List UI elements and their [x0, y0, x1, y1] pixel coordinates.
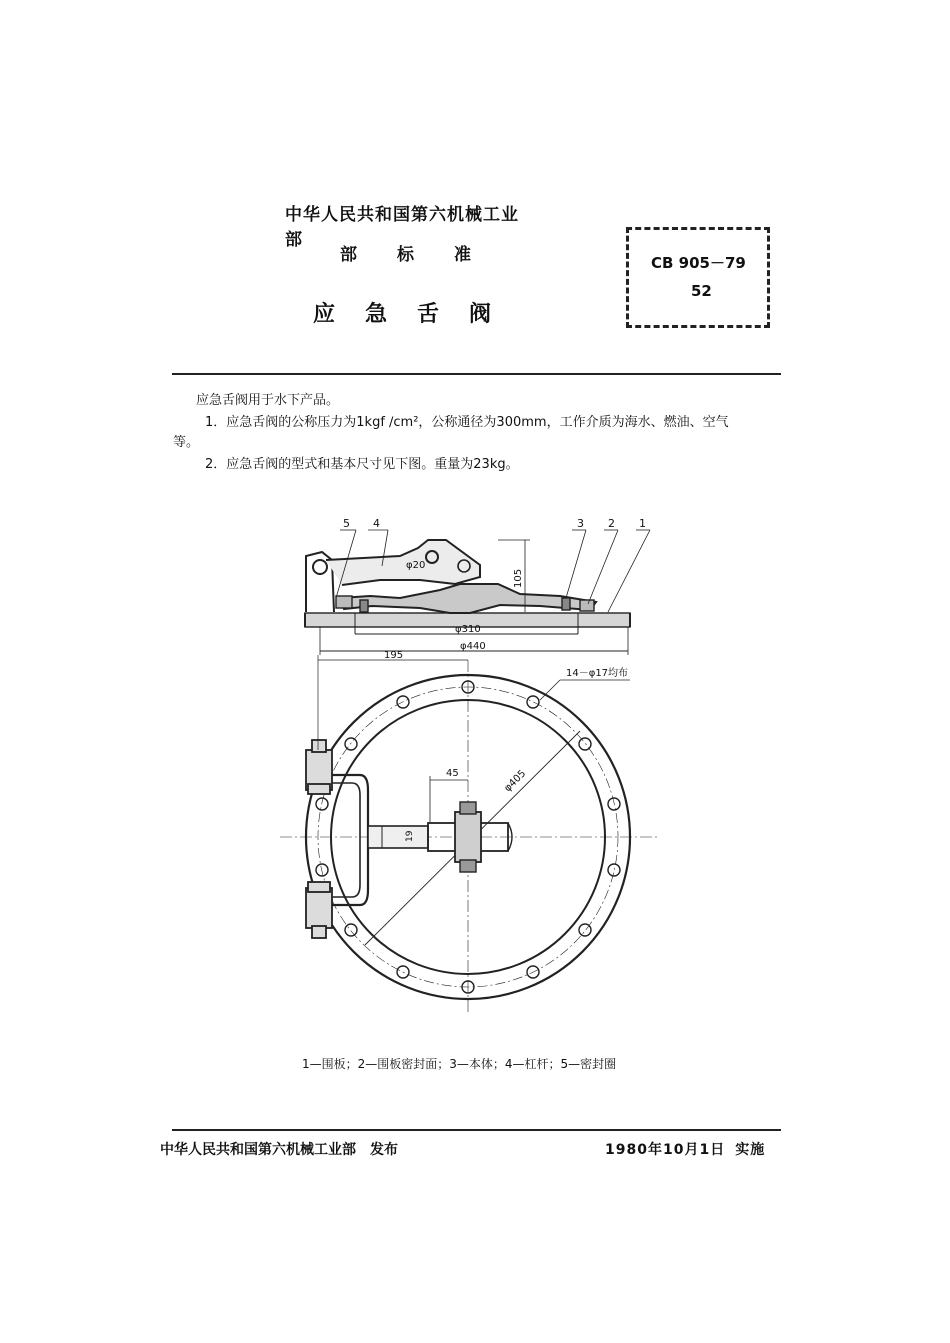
standard-type-char: 标 [397, 245, 414, 265]
item2-paragraph: 2．应急舌阀的型式和基本尺寸见下图。重量为23kg。 [205, 457, 519, 472]
standard-type-char: 部 [340, 245, 357, 265]
bolt-hole-icon [527, 696, 539, 708]
bolt-hole-icon [345, 738, 357, 750]
lever [326, 540, 480, 585]
dim-19: 19 [405, 830, 415, 842]
bolt-hole-icon [579, 738, 591, 750]
standard-type-char: 准 [454, 245, 471, 265]
dim-45: 45 [446, 768, 459, 779]
bolt-hole-icon [316, 798, 328, 810]
item1-continuation: 等。 [173, 435, 200, 450]
callout-1: 1 [639, 517, 646, 530]
ministry-name: 中华人民共和国第六机械工业部 [285, 205, 519, 250]
bolt-hole-icon [608, 864, 620, 876]
hinge-assembly [306, 740, 332, 938]
standard-code-sub: 52 [691, 282, 712, 300]
dim-phi310: φ310 [455, 624, 481, 635]
footer-publisher [160, 1139, 398, 1159]
callout-5: 5 [343, 517, 350, 530]
title-char: 应 [313, 302, 336, 327]
intro-paragraph: 应急舌阀用于水下产品。 [196, 393, 340, 408]
standard-code: CB 905－79 [651, 254, 746, 272]
dim-phi20: φ20 [406, 560, 426, 571]
implement-label: 实施 [735, 1142, 766, 1158]
lever-arm [368, 826, 428, 848]
seal-ring-right [580, 600, 594, 611]
dim-105: 105 [513, 568, 524, 588]
footer-rule [172, 1129, 781, 1131]
dim-phi405: φ405 [502, 768, 529, 795]
bolt-hole-icon [316, 864, 328, 876]
seal-ring-left [336, 596, 352, 608]
valve-body [340, 584, 596, 613]
callout-3: 3 [577, 517, 584, 530]
implementation-date: 1980年10月1日 [605, 1142, 726, 1158]
dim-195: 195 [384, 650, 404, 661]
title-char: 舌 [417, 302, 440, 327]
title-char: 阀 [469, 302, 492, 327]
title-char: 急 [365, 302, 388, 327]
figure-caption: 1—围板；2—围板密封面；3—本体；4—杠杆；5—密封圈 [302, 1057, 617, 1071]
bolt-hole-icon [608, 798, 620, 810]
bolt-hole-icon [345, 924, 357, 936]
item1-paragraph: 1．应急舌阀的公称压力为1kgf ∕cm²，公称通径为300mm，工作介质为海水、燃油、空气 [205, 415, 729, 430]
dim-holes: 14－φ17均布 [566, 668, 629, 679]
publish-label: 发布 [370, 1142, 398, 1158]
footer-implementation [605, 1139, 765, 1159]
dim-phi440: φ440 [460, 641, 486, 652]
callout-4: 4 [373, 517, 380, 530]
callout-2: 2 [608, 517, 615, 530]
publisher-name: 中华人民共和国第六机械工业部 [160, 1142, 356, 1158]
hinge-pin-icon [313, 560, 327, 574]
bolt-hole-icon [579, 924, 591, 936]
